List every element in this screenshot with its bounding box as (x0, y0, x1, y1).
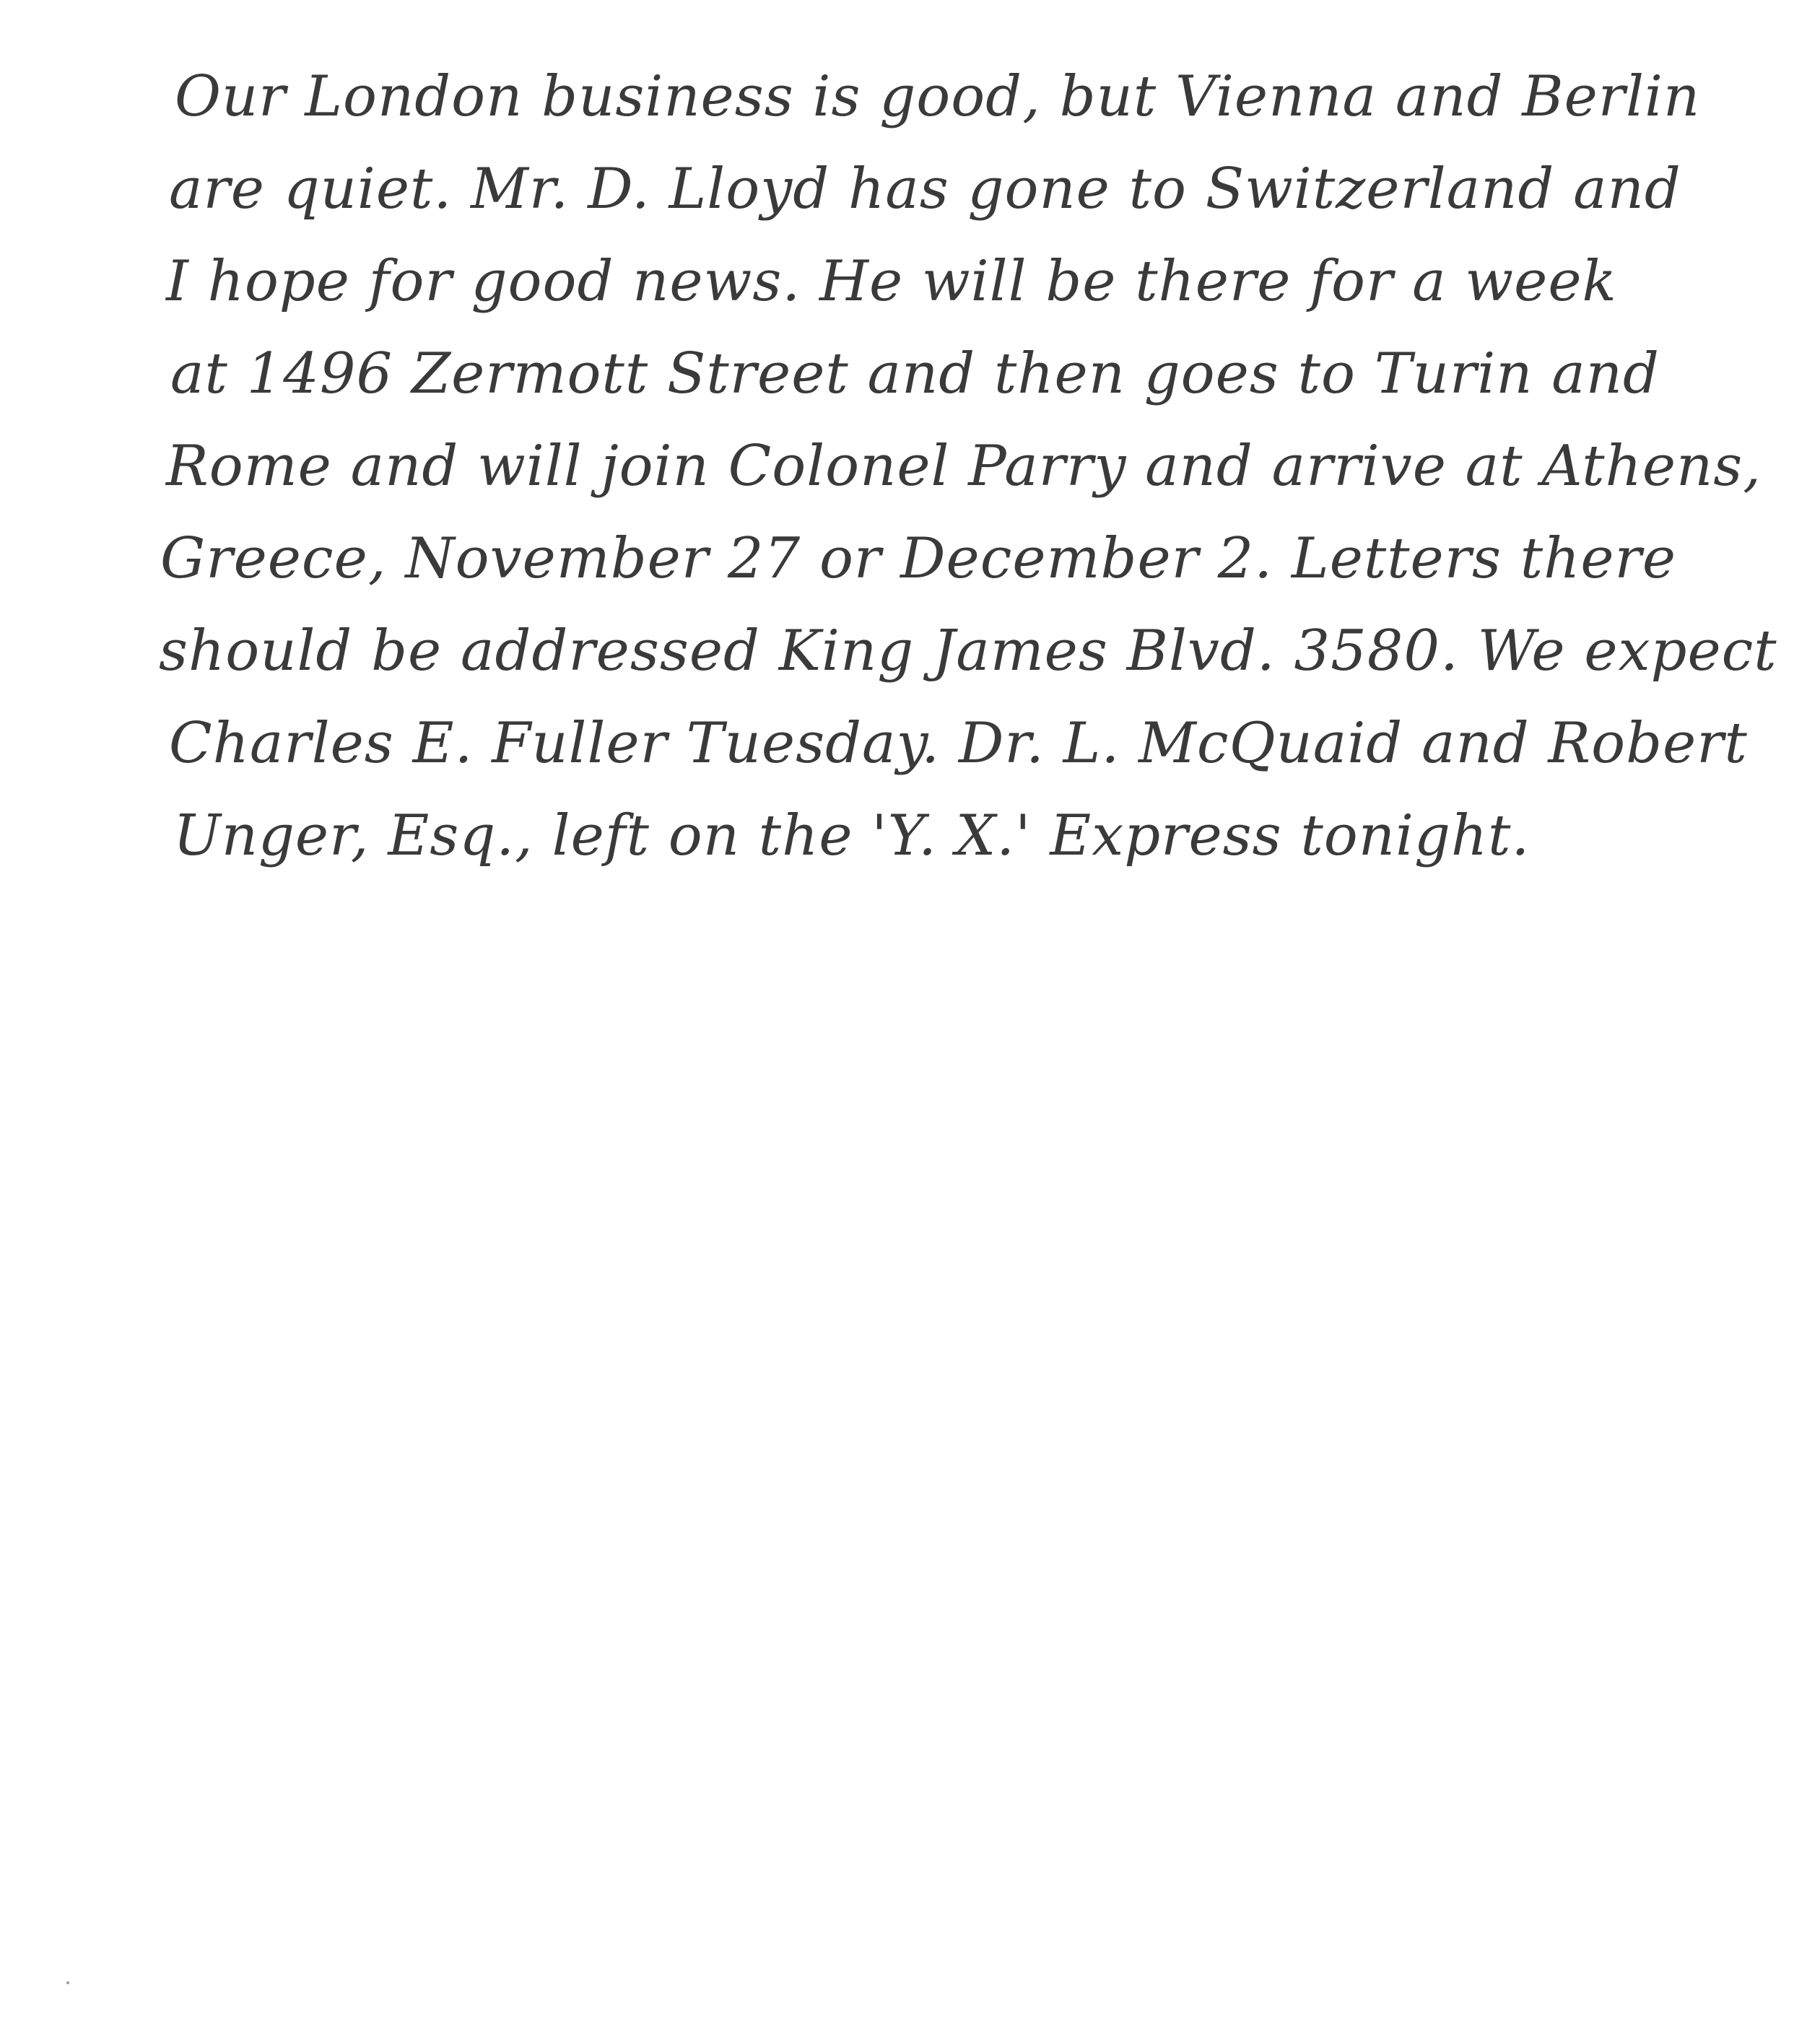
handwritten-letter-body (159, 51, 1777, 882)
paper-speck (66, 1981, 69, 1984)
letter-line: Unger, Esq., left on the 'Y. X.' Express tonight. (173, 803, 1531, 868)
letter-line: at 1496 Zermott Street and then goes to Turin and (170, 341, 1660, 406)
letter-line: I hope for good news. He will be there for a week (166, 249, 1617, 314)
letter-line: are quiet. Mr. D. Lloyd has gone to Switzerland and (169, 157, 1681, 222)
letter-line: should be addressed King James Blvd. 3580. We expect (159, 619, 1777, 684)
letter-line: Greece, November 27 or December 2. Letters there (160, 526, 1676, 591)
letter-line: Our London business is good, but Vienna and Berlin (175, 64, 1701, 129)
letter-line: Charles E. Fuller Tuesday. Dr. L. McQuaid and Robert (169, 711, 1748, 776)
letter-line: Rome and will join Colonel Parry and arrive at Athens, (166, 434, 1762, 499)
